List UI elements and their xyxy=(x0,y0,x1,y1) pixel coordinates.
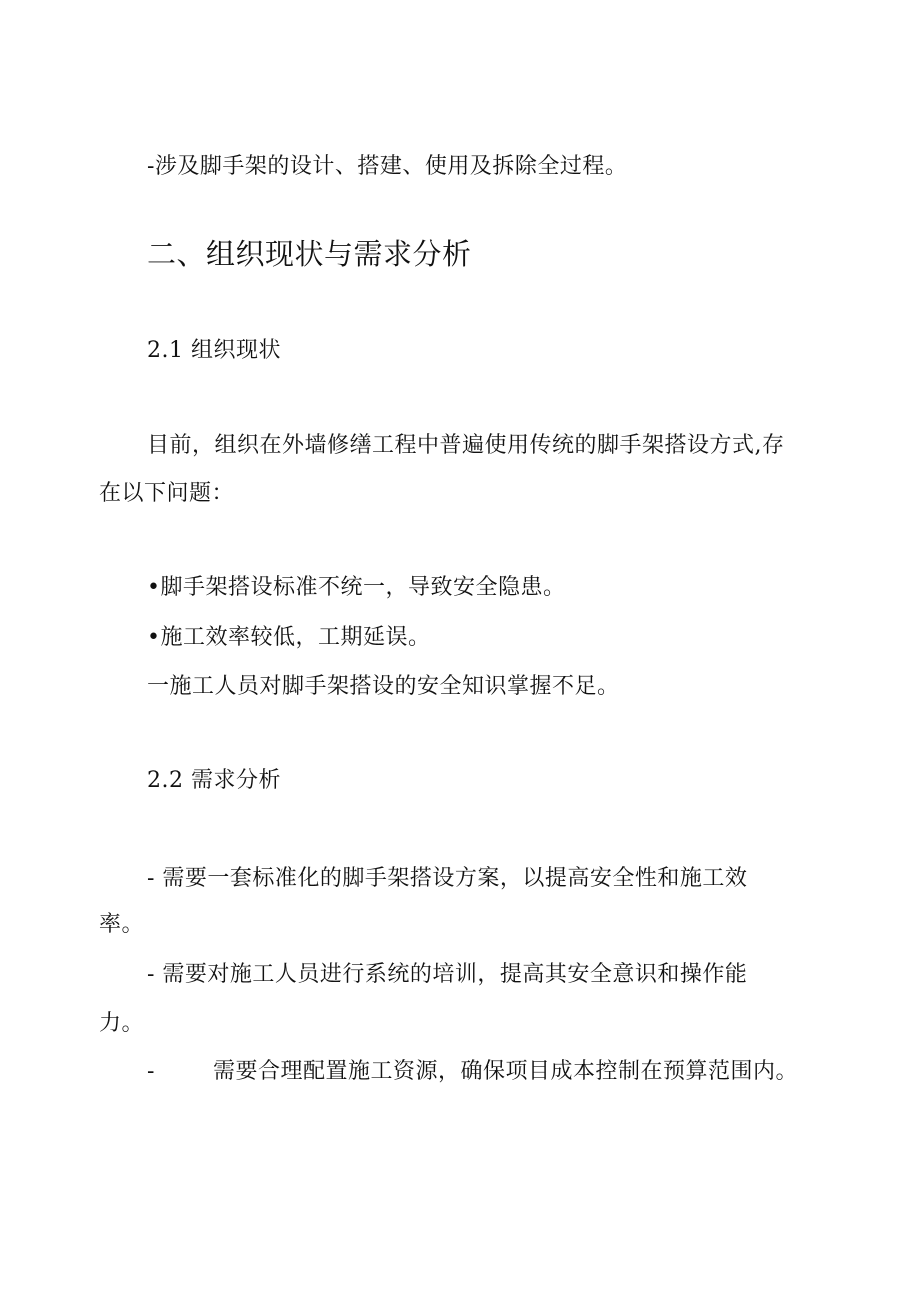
need-item-1-line-2: 率。 xyxy=(99,912,145,937)
subsection-title-2-1: 2.1 组织现状 xyxy=(147,338,281,363)
need-item-1-line-1: - 需要一套标准化的脚手架搭设方案，以提高安全性和施工效 xyxy=(147,866,748,891)
paragraph-line-2: 在以下问题： xyxy=(99,481,235,506)
need-item-2-line-1: - 需要对施工人员进行系统的培训，提高其安全意识和操作能 xyxy=(147,962,748,987)
list-item: •脚手架搭设标准不统一，导致安全隐患。 xyxy=(147,575,566,600)
list-item: 一施工人员对脚手架搭设的安全知识掌握不足。 xyxy=(147,674,620,699)
need-item-3-dash: - xyxy=(147,1059,155,1084)
list-item: •施工效率较低，工期延误。 xyxy=(147,625,431,650)
subsection-title-2-2: 2.2 需求分析 xyxy=(147,768,281,793)
section-title: 二、组织现状与需求分析 xyxy=(147,237,472,271)
paragraph-line-1: 目前，组织在外墙修缮工程中普遍使用传统的脚手架搭设方式,存 xyxy=(147,433,785,458)
need-item-2-line-2: 力。 xyxy=(99,1011,145,1036)
intro-line: -涉及脚手架的设计、搭建、使用及拆除全过程。 xyxy=(147,154,628,179)
need-item-3 xyxy=(147,1061,798,1083)
need-item-3-text: 需要合理配置施工资源，确保项目成本控制在预算范围内。 xyxy=(212,1059,798,1084)
